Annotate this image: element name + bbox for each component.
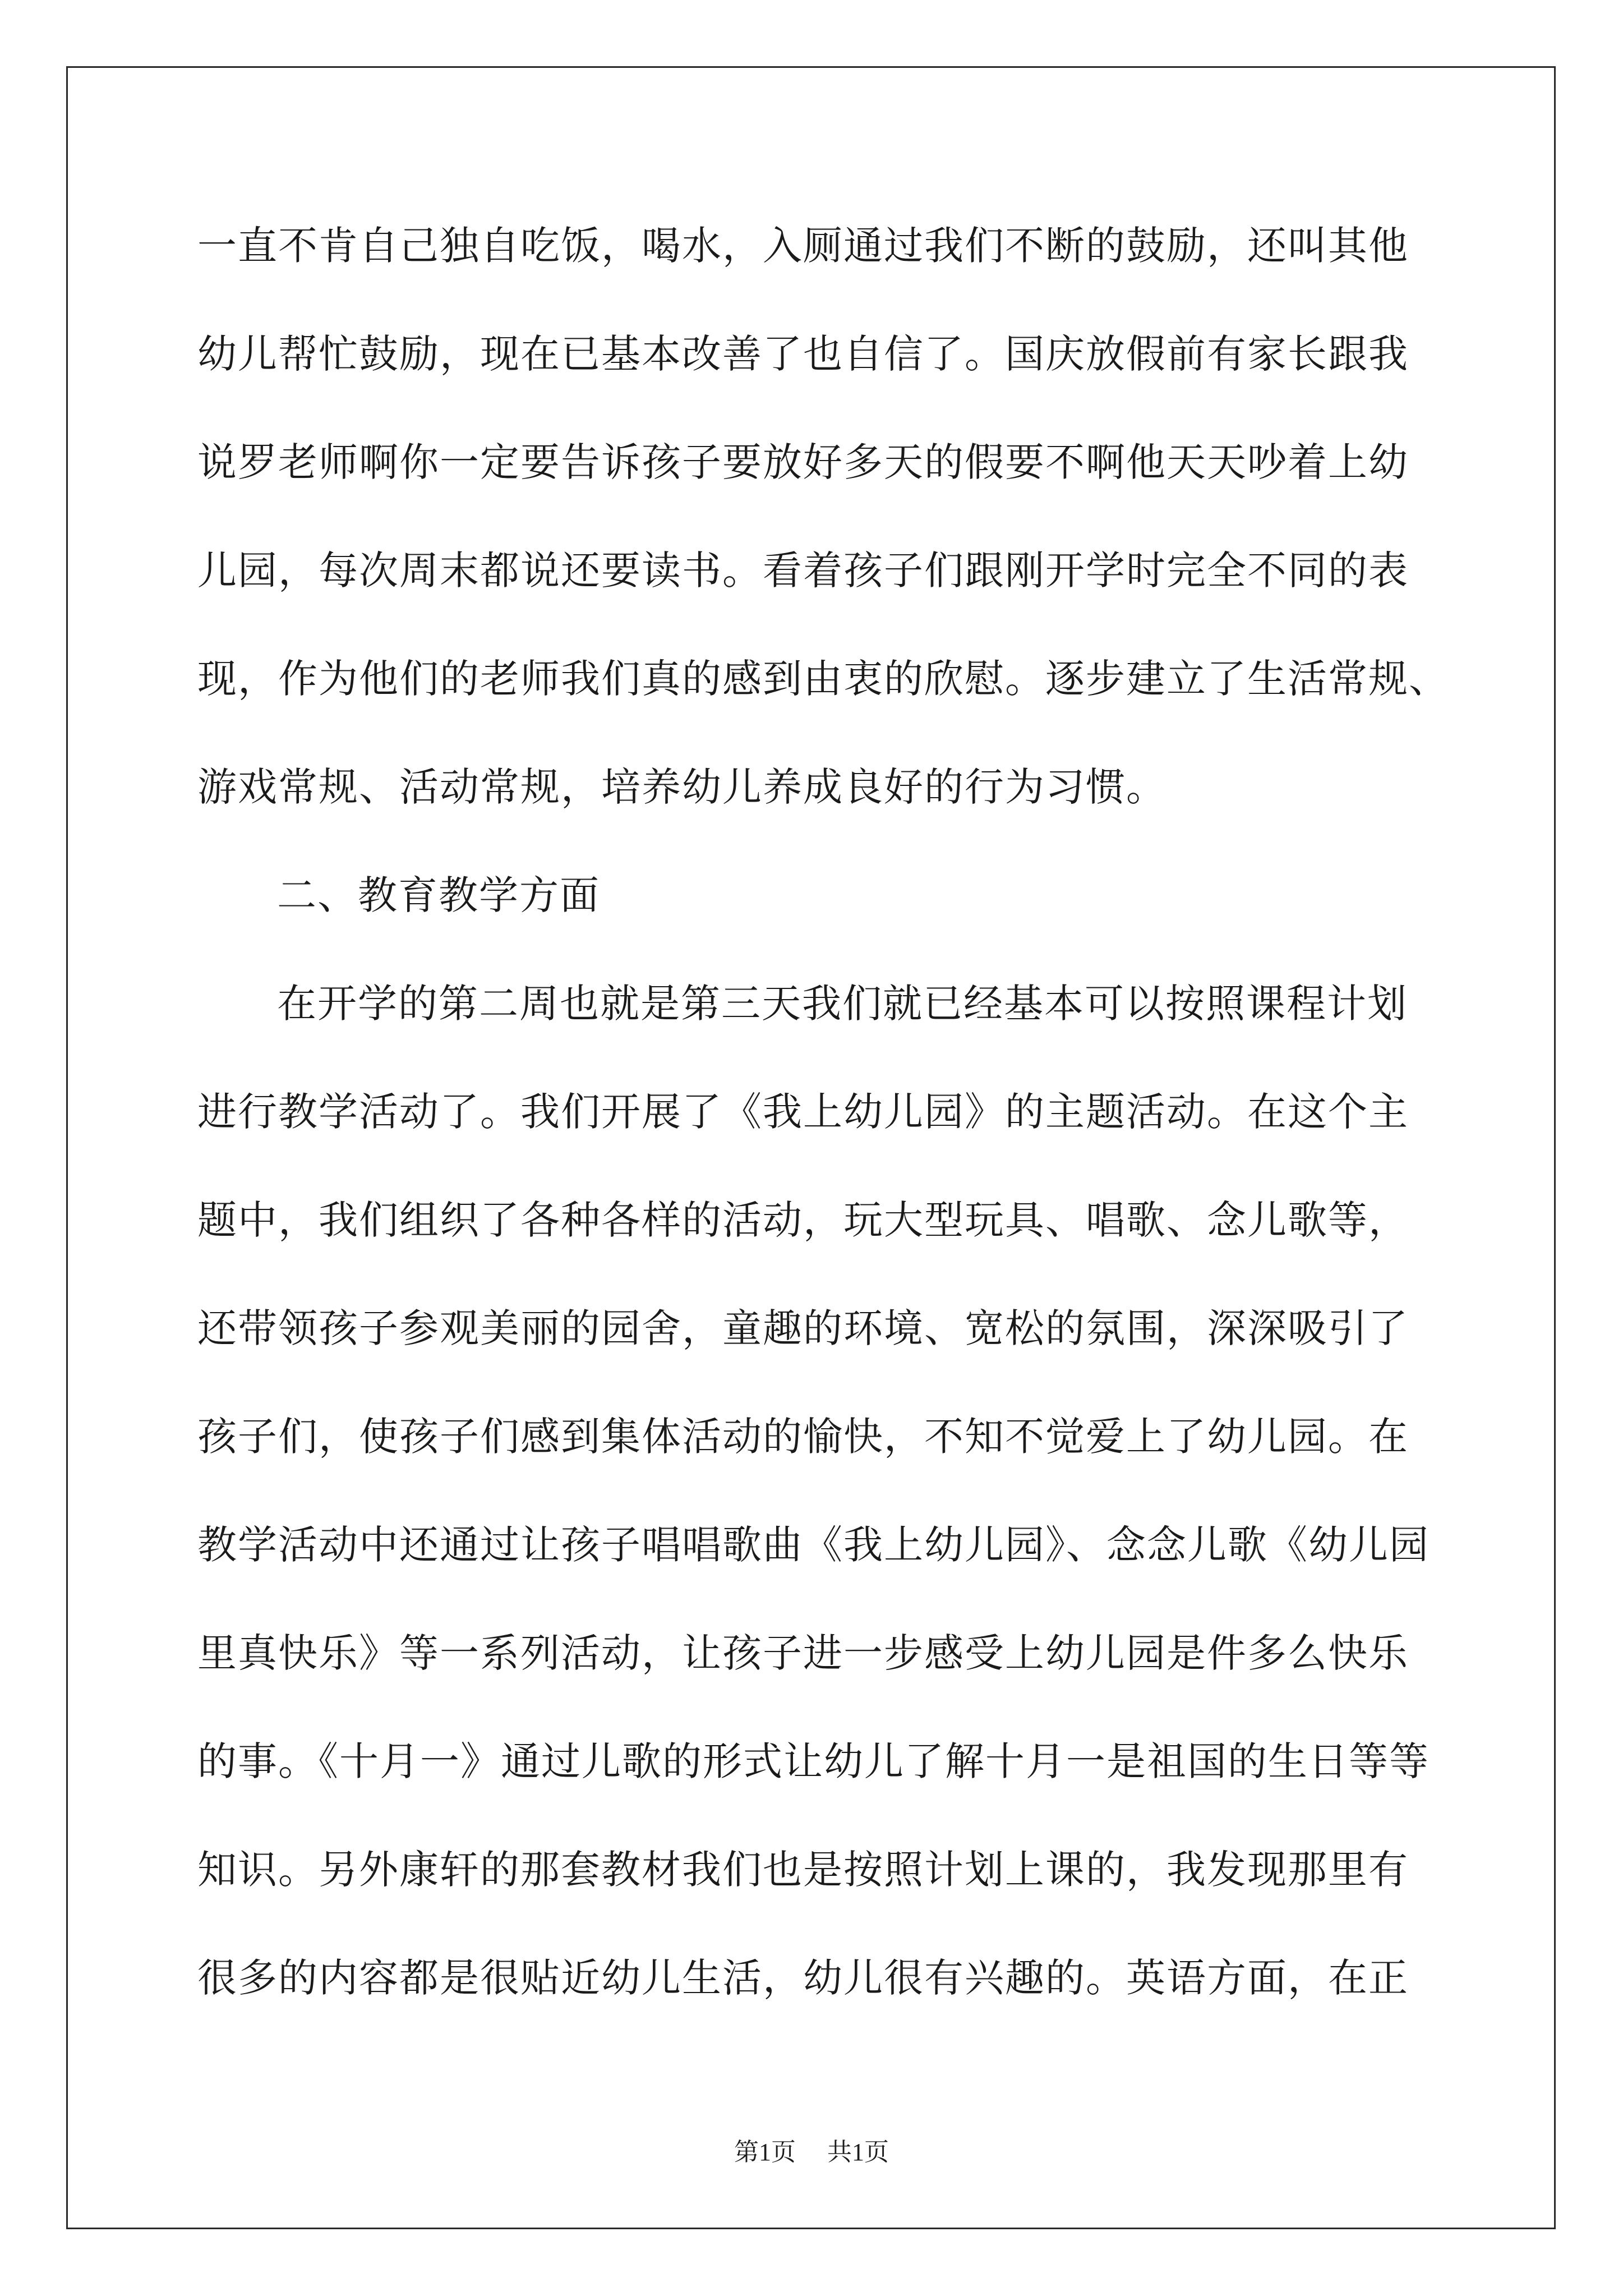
text-line: 里真快乐》等一系列活动，让孩子进一步感受上幼儿园是件多么快乐 — [197, 1630, 1409, 1676]
text-line: 还带领孩子参观美丽的园舍，童趣的环境、宽松的氛围，深深吸引了 — [197, 1305, 1409, 1351]
text-line: 教学活动中还通过让孩子唱唱歌曲《我上幼儿园》、念念儿歌《幼儿园 — [197, 1522, 1430, 1568]
text-line: 在开学的第二周也就是第三天我们就已经基本可以按照课程计划 — [277, 981, 1408, 1027]
page-number-total: 共1页 — [827, 2138, 889, 2166]
text-line: 一直不肯自己独自吃饭，喝水，入厕通过我们不断的鼓励，还叫其他 — [197, 223, 1409, 269]
text-line: 很多的内容都是很贴近幼儿生活，幼儿很有兴趣的。英语方面，在正 — [197, 1955, 1409, 2001]
text-line: 孩子们，使孩子们感到集体活动的愉快，不知不觉爱上了幼儿园。在 — [197, 1414, 1409, 1460]
text-line: 的事。《十月一》通过儿歌的形式让幼儿了解十月一是祖国的生日等等 — [197, 1738, 1430, 1784]
text-line: 幼儿帮忙鼓励，现在已基本改善了也自信了。国庆放假前有家长跟我 — [197, 331, 1409, 377]
section-heading: 二、教育教学方面 — [277, 872, 600, 918]
text-line: 题中，我们组织了各种各样的活动，玩大型玩具、唱歌、念儿歌等， — [197, 1197, 1409, 1243]
text-line: 知识。另外康轩的那套教材我们也是按照计划上课的，我发现那里有 — [197, 1847, 1409, 1893]
text-line: 说罗老师啊你一定要告诉孩子要放好多天的假要不啊他天天吵着上幼 — [197, 439, 1409, 485]
text-line: 进行教学活动了。我们开展了《我上幼儿园》的主题活动。在这个主 — [197, 1089, 1409, 1135]
text-line: 游戏常规、活动常规，培养幼儿养成良好的行为习惯。 — [197, 764, 1166, 810]
page-border — [66, 66, 1556, 2229]
text-line: 儿园，每次周末都说还要读书。看着孩子们跟刚开学时完全不同的表 — [197, 547, 1409, 593]
text-line: 现，作为他们的老师我们真的感到由衷的欣慰。逐步建立了生活常规、 — [197, 656, 1449, 702]
page-footer — [0, 2132, 1623, 2168]
page-number-current: 第1页 — [734, 2138, 796, 2166]
